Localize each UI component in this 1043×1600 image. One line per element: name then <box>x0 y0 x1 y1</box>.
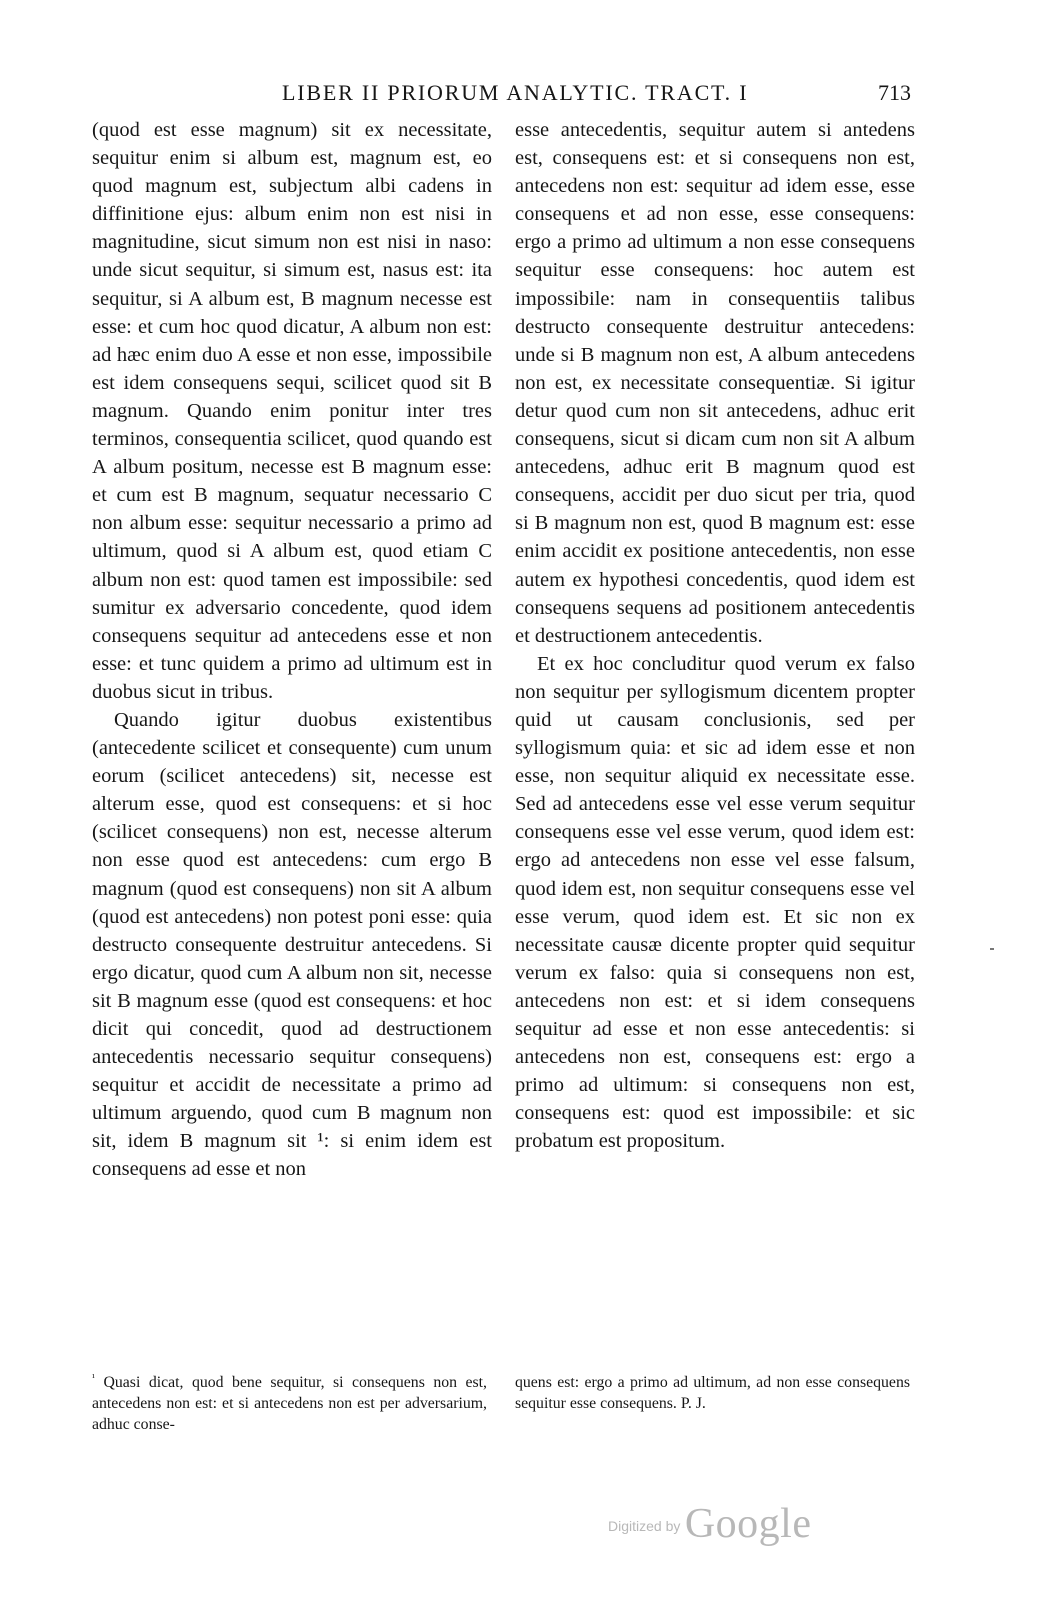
footnote-left-text: Quasi dicat, quod bene sequitur, si consequens non est, antecedens non est: et si antecedens non est per adversarium, adhuc conse- <box>92 1374 487 1433</box>
running-title: LIBER II PRIORUM ANALYTIC. TRACT. I <box>282 80 749 105</box>
footnote-right: quens est: ergo a primo ad ultimum, ad non esse consequens sequitur esse consequens. P. J. <box>515 1374 910 1412</box>
paragraph: esse antecedentis, sequitur autem si antedens est, consequens est: et si consequens non est, antecedens non est: sequitur ad idem esse, esse consequens et ad non esse, esse consequens: ergo a primo ad ultimum a non esse consequens sequitur esse consequens: hoc autem est impossibile: nam in consequentiis talibus destructo consequente destruitur antecedens: unde si B magnum non est, A album antecedens non est, ex necessitate consequentiæ. Si igitur detur quod cum non sit antecedens, adhuc erit consequens, sicut si dicam cum non sit A album antecedens, adhuc erit B magnum quod est consequens, accidit per duo sicut per tria, quod si B magnum non est, quod B magnum est: esse enim accidit ex positione antecedentis, non esse autem ex hypothesi concedentis, quod idem est consequens sequens ad positionem antecedentis et destructionem antecedentis. <box>515 119 915 647</box>
footnote-marker: ¹ <box>92 1372 95 1384</box>
google-logo: Google <box>684 1501 812 1547</box>
paragraph: (quod est esse magnum) sit ex necessitate, sequitur enim si album est, magnum est, eo quod magnum est, subjectum albi cadens in diffinitione ejus: album enim non est nisi in magnitudine, sicut simum non est nisi in naso: unde sicut sequitur, si simum est, nasus est: ita sequitur, si A album est, B magnum necesse est esse: et cum hoc quod dicatur, A album non est: ad hæc enim duo A esse et non esse, impossibile est idem consequens sequi, scilicet quod sit B magnum. Quando enim ponitur inter tres terminos, consequentia scilicet, quod quando est A album positum, necesse est B magnum esse: et cum est B magnum, sequatur necessario C non album esse: sequitur necessario a primo ad ultimum, quod si A album est, quod etiam C album non est: quod tamen est impossibile: sed sumitur ex adversario concedente, quod idem consequens sequitur ad antecedens esse et non esse: et tunc quidem a primo ad ultimum est in duobus sicut in tribus. <box>92 119 492 703</box>
footnote-left <box>92 1372 487 1435</box>
left-text-column <box>92 116 492 1184</box>
page-number: 713 <box>878 80 911 105</box>
paragraph: Quando igitur duobus existentibus (antecedente scilicet et consequente) cum unum eorum (scilicet antecedens) sit, necesse est alterum esse, quod est consequens: et si hoc (scilicet consequens) non est, necesse alterum non esse quod est antecedens: cum ergo B magnum (quod est consequens) non sit A album (quod est antecedens) non potest poni esse: quia destructo consequente destruitur antecedens. Si ergo dicatur, quod cum A album non sit, necesse sit B magnum esse (quod est consequens: et hoc dicit qui concedit, quod ad destructionem antecedentis necessario sequitur consequens) sequitur et accidit de necessitate a primo ad ultimum arguendo, quod cum B magnum non sit, idem B magnum sit ¹: si enim idem est consequens ad esse et non <box>92 708 492 1181</box>
right-text-column <box>515 116 915 1155</box>
watermark-prefix: Digitized by <box>608 1518 681 1534</box>
paragraph: Et ex hoc concluditur quod verum ex falso non sequitur per syllogismum dicentem propter quid ut causam conclusionis, sed per syllogismum quia: et sic ad idem esse et non esse, non sequitur aliquid ex necessitate esse. Sed ad antecedens esse vel esse verum sequitur consequens esse vel esse verum, quod idem est: ergo ad antecedens non esse vel esse falsum, quod idem est, non sequitur consequens esse vel esse verum, quod idem est. Et sic non ex necessitate causæ dicente propter quid sequitur verum ex falso: quia si consequens non est, antecedens non est: et si idem consequens sequitur ad esse et non esse antecedentis: si antecedens non est, consequens est: ergo a primo ad ultimum: si consequens non est, consequens est: quod est impossibile: et sic probatum est propositum. <box>515 652 915 1153</box>
margin-mark <box>990 948 994 950</box>
digitized-watermark <box>608 1500 811 1548</box>
